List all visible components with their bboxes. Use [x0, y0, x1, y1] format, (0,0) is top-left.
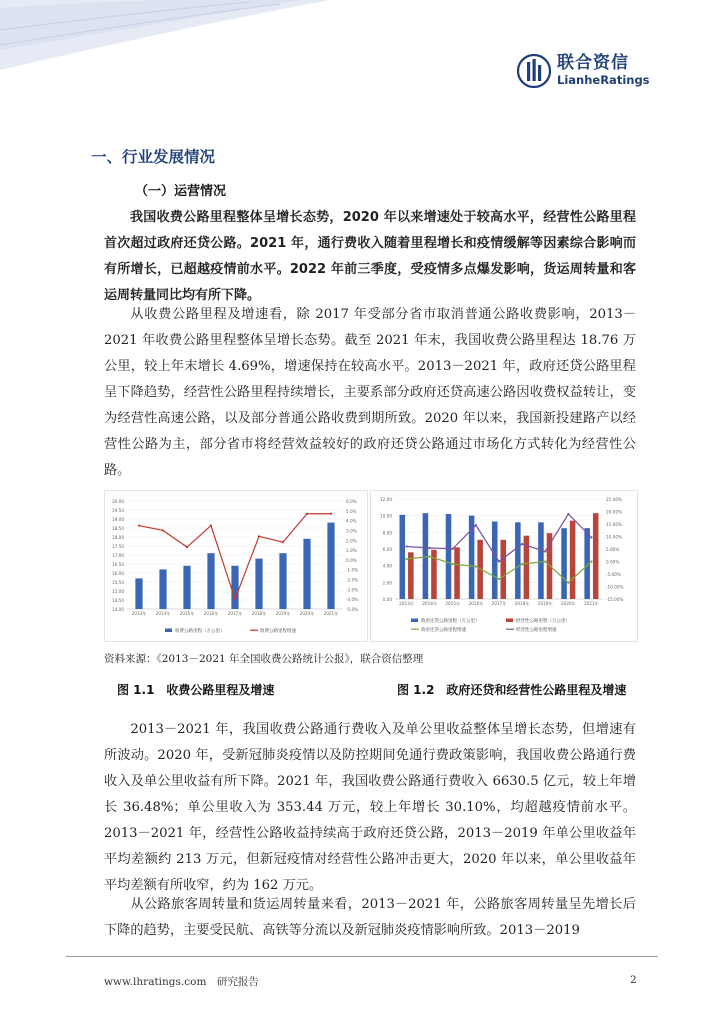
x-tick-label: 2019年 — [275, 611, 291, 616]
summary-paragraph: 我国收费公路里程整体呈增长态势，2020 年以来增速处于较高水平，经营性公路里程首次超过政府还贷公路。2021 年，通行费收入随着里程增长和疫情缓解等因素综合影响而有所增长，已超越疫情前水平。2022 年前三季度，受疫情多点爆发影响，货运周转量和客运周转量同比均有所下降。 — [104, 210, 636, 303]
y-left-tick-label: 15.50 — [112, 580, 124, 585]
line-point — [590, 560, 592, 562]
line-point — [234, 598, 236, 600]
line-point — [567, 513, 569, 515]
y-right-tick-label: 0.0% — [346, 557, 357, 563]
x-tick-label: 2013年 — [131, 611, 147, 616]
bar — [231, 566, 238, 609]
y-right-tick-label: 20.00% — [606, 509, 622, 515]
y-right-tick-label: -3.0% — [346, 587, 359, 593]
line-point — [210, 524, 212, 526]
line-point — [429, 555, 431, 557]
line-point — [186, 546, 188, 548]
line-point — [567, 582, 569, 584]
x-tick-label: 2020年 — [299, 611, 315, 616]
line-point — [521, 543, 523, 545]
line-point — [498, 578, 500, 580]
line-point — [138, 524, 140, 526]
line-point — [405, 545, 407, 547]
bar — [207, 553, 214, 609]
bar — [515, 522, 521, 599]
y-right-tick-label: -4.0% — [346, 597, 359, 603]
y-left-tick-label: 4.00 — [382, 563, 392, 569]
body-paragraph-3: 从公路旅客周转量和货运周转量来看，2013－2021 年，公路旅客周转量呈先增长后下降的趋势，主要受民航、高铁等分流以及新冠肺炎疫情影响所致。2013－2019 — [104, 897, 636, 938]
x-tick-label: 2016年 — [203, 611, 219, 616]
y-right-tick-label: 15.00% — [606, 522, 622, 527]
y-right-tick-label: -2.0% — [346, 577, 359, 583]
bar — [492, 522, 498, 600]
logo-cn-text: 联合资信 — [557, 53, 629, 74]
bar — [327, 523, 334, 609]
legend-label: 经营性公路里程增速 — [516, 628, 557, 633]
bar — [400, 515, 406, 599]
footer-website: www.lhratings.com 研究报告 — [104, 976, 259, 988]
y-left-tick-label: 0.00 — [382, 597, 392, 602]
x-tick-label: 2016年 — [468, 601, 484, 606]
y-right-tick-label: 5.00% — [606, 547, 620, 552]
y-left-tick-label: 10.00 — [380, 513, 392, 519]
line-point — [258, 535, 260, 537]
x-tick-label: 2015年 — [445, 601, 461, 606]
line-point — [475, 565, 477, 567]
y-right-tick-label: 10.00% — [606, 534, 622, 540]
line-point — [544, 550, 546, 552]
body-paragraph-1: 从收费公路里程及增速看，除 2017 年受部分省市取消普通公路收费影响，2013－2021 年收费公路里程整体呈增长态势。截至 2021 年末，我国收费公路里程达 18.76 万公里，较上年末增长 4.69%，增速保持在较高水平。2013－2021 年，政府还贷公路里程呈下降趋势，经营性公路里程持续增长，主要系部分政府还贷高速公路因收费权益转让，变为经营性高速公路，以及部分普通公路收费到期所致。2020 年以来，我国新投建路产以经营性公路为主，部分省市将经营效益较好的政府还贷公路通过市场化方式转化为经营性公路。 — [104, 307, 636, 478]
company-logo — [517, 54, 650, 88]
y-left-tick-label: 16.50 — [112, 562, 124, 567]
legend-label: 收费公路里程（万公里） — [175, 629, 225, 634]
y-left-tick-label: 20.00 — [112, 499, 124, 504]
y-left-tick-label: 18.50 — [112, 526, 124, 531]
y-right-tick-label: 3.0% — [346, 528, 357, 534]
y-right-tick-label: 1.0% — [346, 548, 357, 554]
bar — [279, 553, 286, 609]
line-point — [306, 513, 308, 515]
legend-swatch — [165, 629, 172, 633]
y-left-tick-label: 14.00 — [112, 607, 124, 612]
page-number: 2 — [630, 974, 637, 986]
lianhe-logo-icon — [517, 54, 551, 88]
legend-label: 收费公路里程增速 — [260, 629, 296, 634]
figure-caption-1: 图 1.1 收费公路里程及增速 — [117, 683, 275, 697]
legend-label: 政府还贷公路里程增速 — [421, 628, 466, 633]
legend-swatch — [506, 619, 513, 623]
y-right-tick-label: -1.0% — [346, 567, 359, 573]
line-point — [330, 513, 332, 515]
figure-caption-2: 图 1.2 政府还贷和经营性公路里程及增速 — [397, 683, 627, 697]
bar — [561, 528, 567, 599]
body-paragraph-2: 2013－2021 年，我国收费公路通行费收入及单公里收益整体呈增长态势，但增速有所波动。2020 年，受新冠肺炎疫情以及防控期间免通行费政策影响，我国收费公路通行费收入及单公里收益有所下降。2021 年，我国收费公路通行费收入 6630.5 亿元，较上年增长 36.48%；单公里收入为 353.44 万元，较上年增长 30.10%，均超越疫情前水平。2013－2021 年，经营性公路收益持续高于政府还贷公路，2013－2019 年单公里收益年平均差额约 213 万元，但新冠疫情对经营性公路冲击更大，2020 年以来，单公里收益年平均差额有所收窄，约为 162 万元。 — [104, 722, 636, 893]
bar — [135, 578, 142, 609]
x-tick-label: 2017年 — [491, 601, 507, 606]
chart-toll-road-mileage — [104, 490, 368, 642]
line-point — [498, 560, 500, 562]
x-tick-label: 2014年 — [155, 611, 171, 616]
bar — [501, 540, 507, 599]
y-left-tick-label: 16.00 — [112, 571, 124, 576]
line-point — [475, 524, 477, 526]
x-tick-label: 2021年 — [584, 601, 599, 606]
y-left-tick-label: 18.00 — [112, 535, 124, 540]
y-right-tick-label: -15.00% — [606, 597, 624, 602]
line-point — [429, 547, 431, 549]
y-right-tick-label: 4.0% — [346, 518, 357, 524]
y-right-tick-label: 25.00% — [606, 497, 622, 502]
bar — [538, 522, 544, 599]
bar — [570, 521, 576, 599]
chart-2-svg — [371, 491, 637, 641]
footer-divider — [66, 956, 658, 957]
line-point — [282, 541, 284, 543]
chart-1-svg — [105, 491, 367, 641]
subsection-title: （一）运营情况 — [135, 184, 227, 199]
bar — [423, 513, 429, 599]
line-point — [162, 529, 164, 531]
y-left-tick-label: 14.50 — [112, 598, 124, 603]
y-left-tick-label: 17.00 — [112, 553, 124, 558]
bar — [446, 514, 452, 599]
y-left-tick-label: 12.00 — [380, 497, 392, 502]
logo-en-text: LianheRatings — [557, 73, 650, 88]
y-left-tick-label: 17.50 — [112, 544, 124, 549]
y-right-tick-label: -5.0% — [346, 607, 359, 612]
x-tick-label: 2014年 — [422, 601, 438, 606]
line-point — [590, 536, 592, 538]
y-left-tick-label: 15.00 — [112, 589, 124, 594]
bar — [255, 559, 262, 609]
bar — [593, 513, 599, 599]
y-left-tick-label: 8.00 — [382, 530, 392, 536]
source-note: 资料来源：《2013－2021 年全国收费公路统计公报》，联合资信整理 — [104, 653, 424, 665]
y-right-tick-label: 2.0% — [346, 538, 357, 544]
y-right-tick-label: 0.00% — [606, 559, 620, 565]
y-left-tick-label: 6.00 — [382, 547, 392, 552]
line-point — [521, 563, 523, 565]
y-right-tick-label: 6.0% — [346, 499, 357, 504]
section-title: 一、行业发展情况 — [91, 148, 216, 166]
x-tick-label: 2020年 — [560, 601, 576, 606]
y-right-tick-label: -10.00% — [606, 584, 624, 590]
legend-label: 政府还贷公路里程（万公里） — [421, 619, 480, 624]
bar — [183, 566, 190, 609]
legend-swatch — [411, 619, 418, 623]
y-left-tick-label: 2.00 — [382, 580, 392, 586]
x-tick-label: 2019年 — [537, 601, 553, 606]
line-point — [452, 548, 454, 550]
bar — [454, 547, 460, 599]
y-right-tick-label: -5.00% — [606, 572, 621, 577]
y-left-tick-label: 19.00 — [112, 517, 124, 522]
y-left-tick-label: 19.50 — [112, 508, 124, 513]
line-point — [544, 560, 546, 562]
x-tick-label: 2017年 — [227, 611, 243, 616]
x-tick-label: 2021年 — [323, 611, 339, 616]
line-point — [405, 558, 407, 560]
x-tick-label: 2015年 — [179, 611, 195, 616]
legend-label: 经营性公路里程（万公里） — [516, 619, 570, 624]
x-tick-label: 2013年 — [399, 601, 414, 606]
y-right-tick-label: 5.0% — [346, 508, 357, 514]
x-tick-label: 2018年 — [514, 601, 530, 606]
bar — [159, 569, 166, 609]
line-point — [452, 563, 454, 565]
chart-gov-vs-operating-mileage — [370, 490, 638, 642]
x-tick-label: 2018年 — [251, 611, 267, 616]
bar — [303, 539, 310, 609]
